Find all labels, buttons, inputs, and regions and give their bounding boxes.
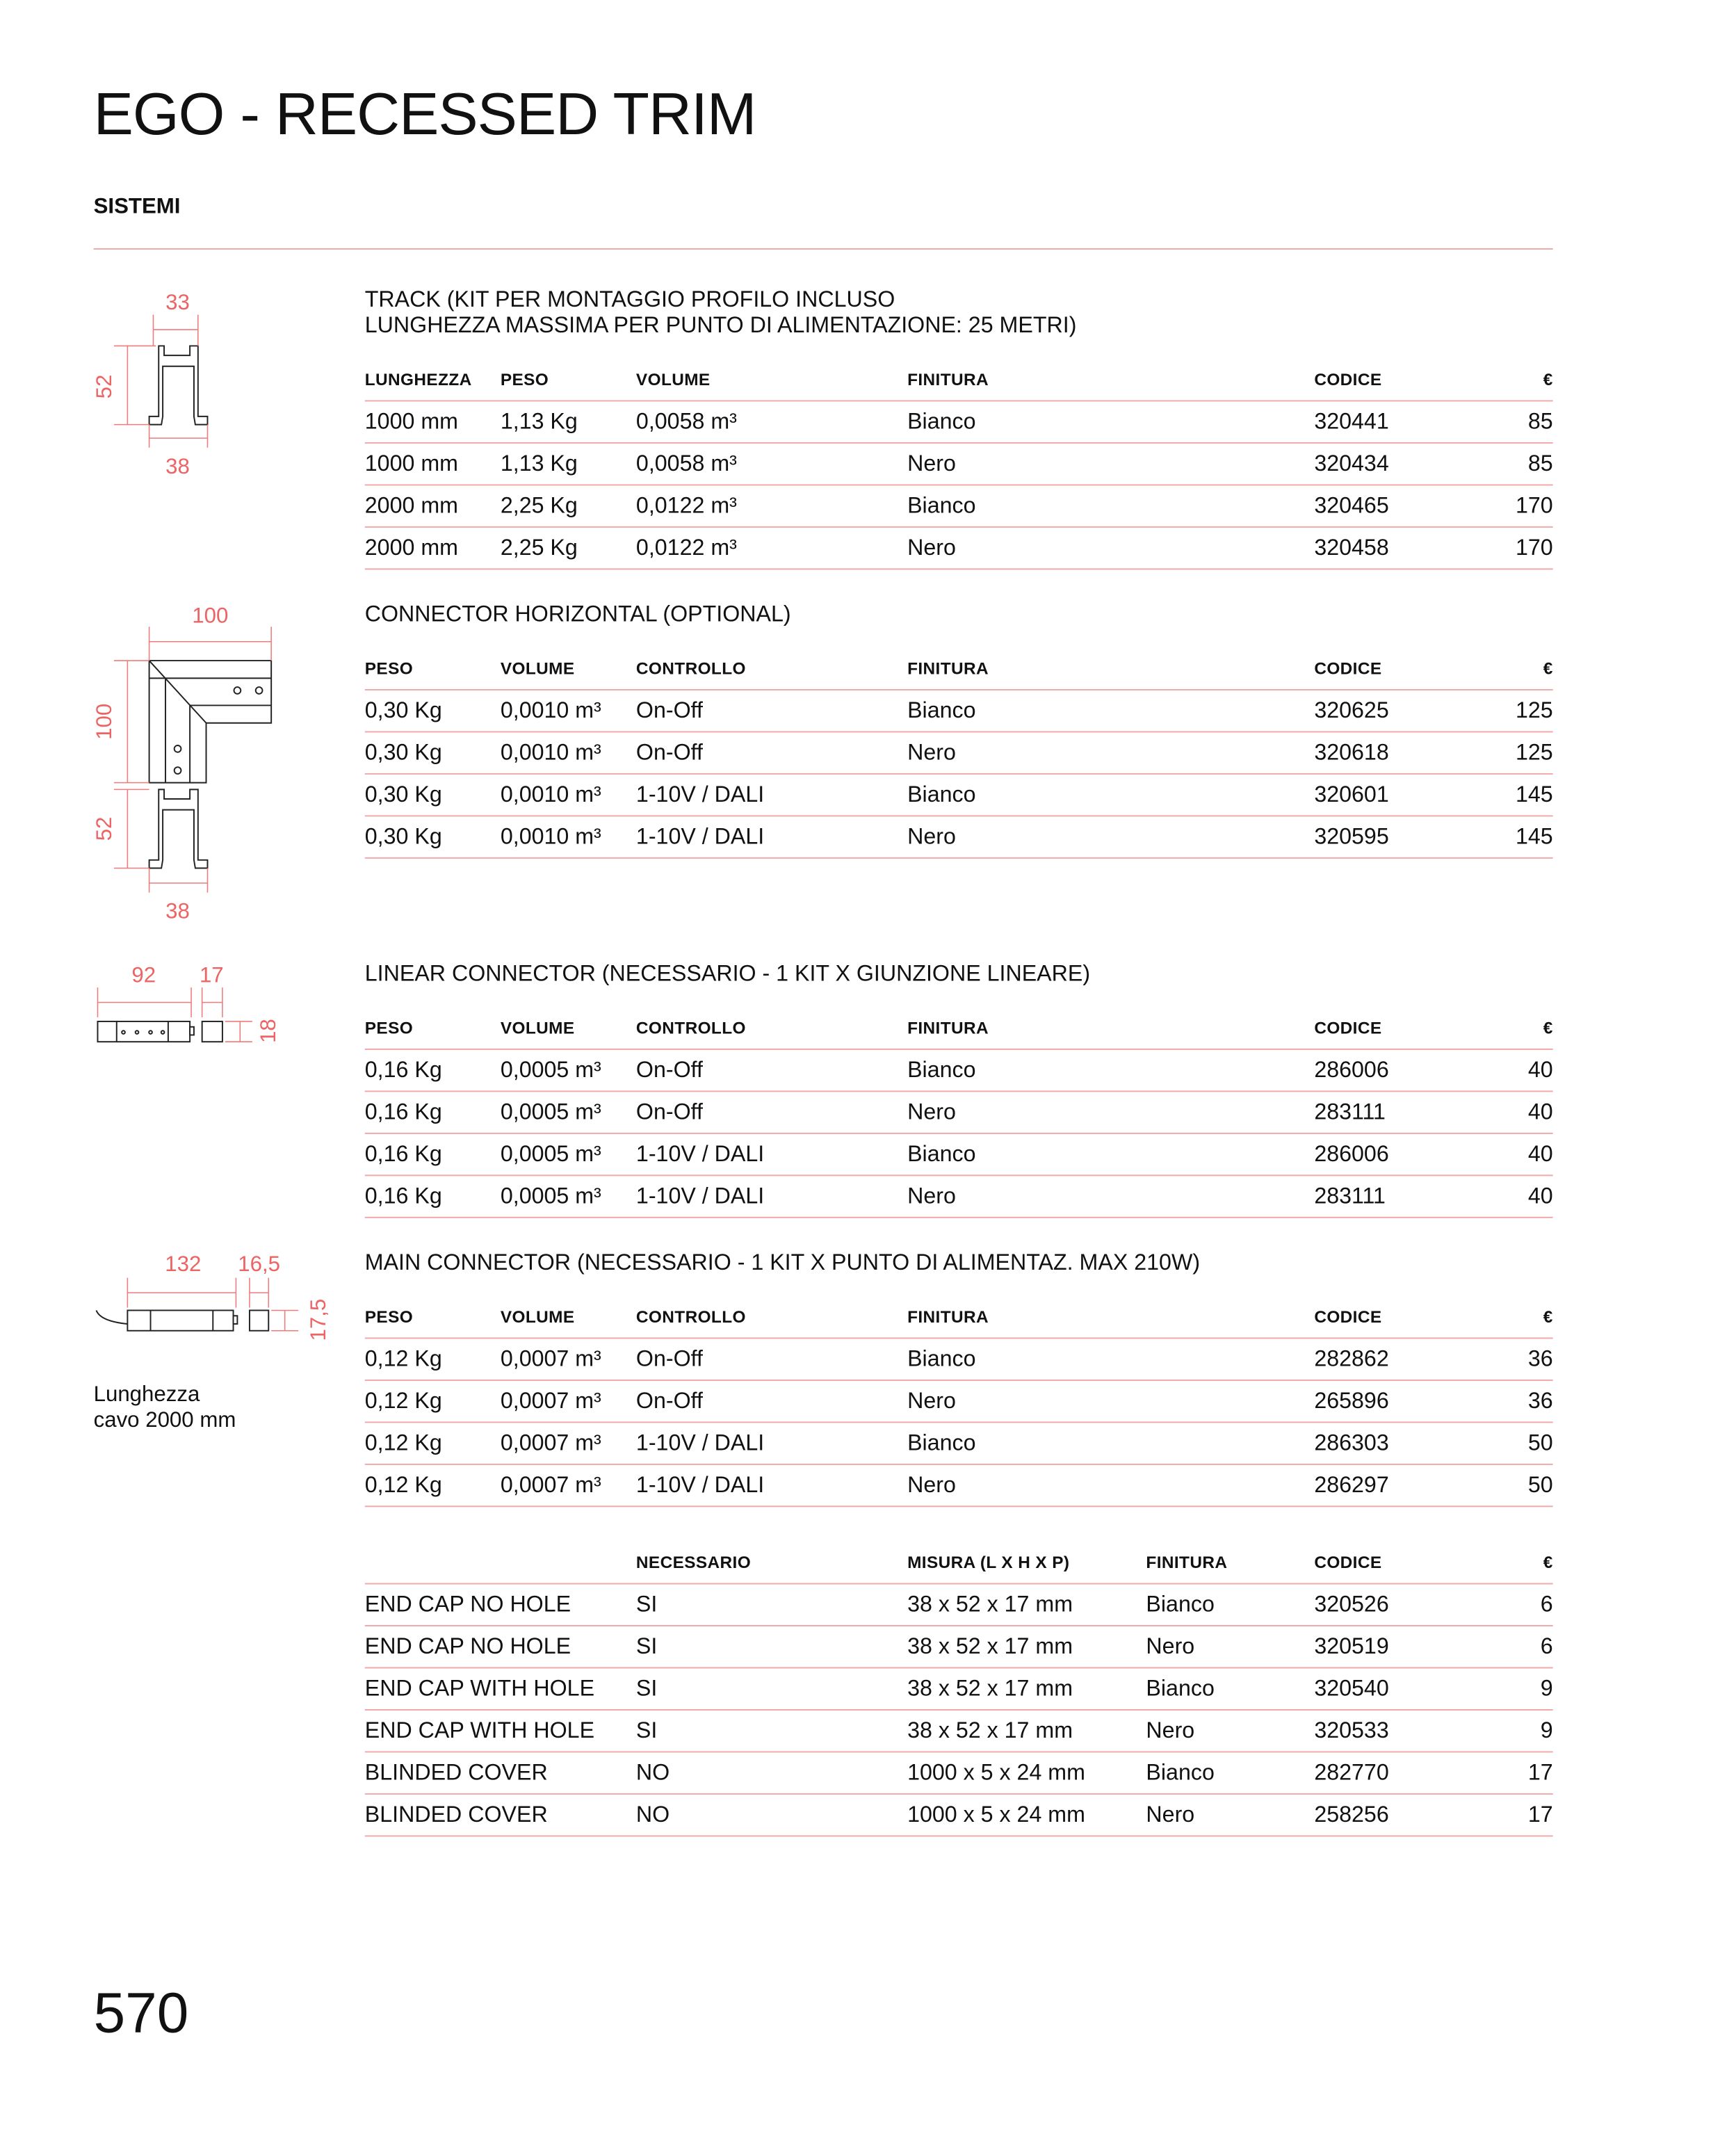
dim-cap-width: 16,5 (238, 1251, 280, 1276)
table-cell: Nero (1146, 1718, 1195, 1743)
linear-connector-table (365, 1019, 1553, 1218)
dim-height: 17,5 (306, 1298, 331, 1341)
table-cell: 2,25 Kg (500, 535, 578, 560)
table-cell: BLINDED COVER (364, 1802, 548, 1827)
table-cell: 0,0010 m³ (500, 741, 601, 766)
table-cell: 1-10V / DALI (635, 1431, 765, 1456)
table-row (365, 401, 1553, 443)
column-header: PESO (500, 370, 549, 389)
table-cell: 1-10V / DALI (635, 1142, 765, 1167)
note-line: Lunghezza (93, 1383, 200, 1407)
table-cell: 0,0122 m³ (635, 494, 737, 519)
table-cell: 85 (1527, 410, 1553, 435)
table-cell: 0,16 Kg (364, 1100, 442, 1125)
table-cell: 0,0010 m³ (500, 698, 601, 723)
table-row (365, 1668, 1553, 1710)
table-cell: 0,0122 m³ (635, 535, 737, 560)
technical-drawings (0, 0, 407, 1492)
dim-length: 92 (131, 962, 156, 987)
table-row (365, 444, 1553, 485)
section-title-line: LUNGHEZZA MASSIMA PER PUNTO DI ALIMENTAZIONE: 25 METRI) (364, 313, 1077, 338)
table-row (365, 1092, 1553, 1133)
table-cell: 170 (1515, 494, 1553, 519)
table-cell: 1-10V / DALI (635, 782, 765, 807)
table-cell: 320618 (1314, 741, 1389, 766)
table-cell: 320533 (1314, 1718, 1389, 1743)
column-header: CONTROLLO (635, 659, 746, 679)
table-cell: Bianco (907, 782, 976, 807)
section-title (365, 1251, 1200, 1277)
table-cell: 320434 (1314, 451, 1389, 476)
column-header: LUNGHEZZA (364, 370, 472, 389)
dim-height: 18 (256, 1019, 281, 1043)
table-cell: END CAP NO HOLE (364, 1592, 571, 1617)
table-cell: 320601 (1314, 782, 1389, 807)
table-row (365, 1423, 1553, 1464)
table-cell: Bianco (907, 1058, 976, 1083)
table-cell: Bianco (1146, 1676, 1215, 1702)
table-cell: 0,0005 m³ (500, 1142, 601, 1167)
table-cell: 6 (1540, 1634, 1553, 1659)
table-cell: SI (635, 1634, 658, 1659)
table-cell: 283111 (1314, 1100, 1386, 1125)
table-cell: 320595 (1314, 825, 1389, 850)
column-header: VOLUME (500, 659, 575, 679)
dim-length: 132 (165, 1251, 202, 1276)
table-cell: 1-10V / DALI (635, 1184, 765, 1209)
table-cell: 9 (1540, 1718, 1553, 1743)
table-cell: END CAP NO HOLE (364, 1634, 571, 1659)
column-header: CODICE (1314, 1019, 1382, 1038)
table-row (365, 816, 1553, 858)
table-cell: 282770 (1314, 1761, 1389, 1786)
table-cell: 320441 (1314, 410, 1389, 435)
cable-length-note (94, 1382, 236, 1434)
table-cell: On-Off (635, 1347, 703, 1372)
table-cell: 265896 (1314, 1389, 1389, 1414)
table-cell: 0,0005 m³ (500, 1184, 601, 1209)
section-title-line: TRACK (KIT PER MONTAGGIO PROFILO INCLUSO (364, 287, 895, 312)
column-header: CODICE (1314, 1553, 1382, 1572)
track-profile-drawing (92, 290, 208, 478)
column-header: FINITURA (907, 1019, 989, 1038)
table-cell: 1000 mm (364, 451, 458, 476)
table-cell: 125 (1515, 698, 1553, 723)
table-cell: 0,0007 m³ (500, 1347, 601, 1372)
section-title-line: MAIN CONNECTOR (NECESSARIO - 1 KIT X PUNTO DI ALIMENTAZ. MAX 210W) (364, 1250, 1201, 1275)
main-connector-drawing (97, 1252, 331, 1341)
column-header: € (1543, 1307, 1553, 1327)
table-row (365, 1752, 1553, 1794)
table-cell: 258256 (1314, 1802, 1389, 1827)
dim-width-bottom: 38 (165, 453, 190, 478)
section-title (365, 602, 791, 628)
table-cell: 0,30 Kg (364, 698, 442, 723)
table-cell: 1,13 Kg (500, 410, 578, 435)
table-row (365, 528, 1553, 569)
table-cell: END CAP WITH HOLE (364, 1718, 595, 1743)
table-cell: Bianco (907, 698, 976, 723)
section-title (365, 962, 1090, 987)
table-cell: On-Off (635, 698, 703, 723)
table-cell: 6 (1540, 1592, 1553, 1617)
table-header (365, 1308, 1553, 1339)
table-cell: 286303 (1314, 1431, 1389, 1456)
table-cell: 320540 (1314, 1676, 1389, 1702)
table-cell: 36 (1527, 1347, 1553, 1372)
page-number: 570 (93, 1980, 189, 2044)
table-cell: 38 x 52 x 17 mm (907, 1676, 1073, 1702)
section-title-line: LINEAR CONNECTOR (NECESSARIO - 1 KIT X GIUNZIONE LINEARE) (364, 962, 1091, 987)
table-cell: 17 (1527, 1802, 1553, 1827)
table-cell: SI (635, 1676, 658, 1702)
main-connector-table (365, 1308, 1553, 1508)
column-header: PESO (364, 1307, 414, 1327)
table-cell: 1000 mm (364, 410, 458, 435)
column-header: CODICE (1314, 370, 1382, 389)
table-cell: 50 (1527, 1431, 1553, 1456)
table-row (365, 1134, 1553, 1176)
table-cell: 0,0010 m³ (500, 825, 601, 850)
table-cell: Bianco (907, 1431, 976, 1456)
table-cell: SI (635, 1592, 658, 1617)
table-cell: Bianco (907, 410, 976, 435)
table-cell: 145 (1515, 782, 1553, 807)
column-header: € (1543, 1553, 1553, 1572)
column-header: CONTROLLO (635, 1019, 746, 1038)
table-cell: 0,16 Kg (364, 1142, 442, 1167)
table-cell: 1000 x 5 x 24 mm (907, 1761, 1085, 1786)
table-cell: Nero (907, 1389, 956, 1414)
table-row (365, 690, 1553, 732)
table-cell: 320526 (1314, 1592, 1389, 1617)
track-table (365, 371, 1553, 570)
dim-width-top: 33 (165, 289, 190, 314)
table-cell: 1-10V / DALI (635, 825, 765, 850)
table-cell: END CAP WITH HOLE (364, 1676, 595, 1702)
table-row (365, 1465, 1553, 1507)
table-row (365, 1050, 1553, 1092)
table-cell: 0,0010 m³ (500, 782, 601, 807)
table-cell: Nero (907, 535, 956, 560)
connector-horizontal-table (365, 659, 1553, 859)
table-cell: Nero (907, 1184, 956, 1209)
note-line: cavo 2000 mm (93, 1409, 236, 1433)
column-header: CONTROLLO (635, 1307, 746, 1327)
corner-connector-drawing (92, 603, 271, 923)
dim-cap-width: 17 (199, 962, 224, 987)
table-cell: Bianco (907, 1347, 976, 1372)
column-header: FINITURA (907, 1307, 989, 1327)
table-cell: 0,0005 m³ (500, 1100, 601, 1125)
table-cell: 0,12 Kg (364, 1389, 442, 1414)
table-cell: Bianco (907, 1142, 976, 1167)
table-cell: 0,0058 m³ (635, 410, 737, 435)
dim-height: 100 (91, 703, 116, 740)
column-header: VOLUME (500, 1307, 575, 1327)
table-cell: 282862 (1314, 1347, 1389, 1372)
table-row (365, 1626, 1553, 1668)
table-cell: Nero (907, 1100, 956, 1125)
table-cell: 40 (1527, 1184, 1553, 1209)
table-cell: 40 (1527, 1058, 1553, 1083)
table-cell: 0,0007 m³ (500, 1473, 601, 1498)
table-cell: 0,0007 m³ (500, 1389, 601, 1414)
section-label: SISTEMI (93, 195, 181, 219)
column-header: FINITURA (907, 659, 989, 679)
table-cell: 0,0007 m³ (500, 1431, 601, 1456)
table-cell: 40 (1527, 1100, 1553, 1125)
table-row (365, 1795, 1553, 1836)
table-cell: 283111 (1314, 1184, 1386, 1209)
column-header: PESO (364, 1019, 414, 1038)
table-header (365, 659, 1553, 690)
table-cell: 36 (1527, 1389, 1553, 1414)
table-cell: 2000 mm (364, 494, 458, 519)
table-header (365, 1019, 1553, 1050)
table-cell: 0,16 Kg (364, 1058, 442, 1083)
table-cell: 0,12 Kg (364, 1431, 442, 1456)
table-cell: Bianco (1146, 1761, 1215, 1786)
dim-height: 52 (91, 374, 116, 399)
table-row (365, 485, 1553, 527)
table-cell: 286297 (1314, 1473, 1389, 1498)
column-header: MISURA (L X H X P) (907, 1553, 1070, 1572)
table-cell: 85 (1527, 451, 1553, 476)
table-cell: 0,16 Kg (364, 1184, 442, 1209)
table-row (365, 1176, 1553, 1218)
column-header: FINITURA (1146, 1553, 1228, 1572)
table-cell: 0,30 Kg (364, 741, 442, 766)
table-cell: Nero (1146, 1634, 1195, 1659)
table-cell: 0,12 Kg (364, 1347, 442, 1372)
accessories-table (365, 1553, 1553, 1837)
table-cell: 0,0005 m³ (500, 1058, 601, 1083)
table-row (365, 1381, 1553, 1423)
table-cell: On-Off (635, 1389, 703, 1414)
section-title-line: CONNECTOR HORIZONTAL (OPTIONAL) (364, 602, 791, 627)
table-cell: NO (635, 1761, 670, 1786)
table-cell: 50 (1527, 1473, 1553, 1498)
table-cell: 0,0058 m³ (635, 451, 737, 476)
table-cell: 1000 x 5 x 24 mm (907, 1802, 1085, 1827)
table-cell: BLINDED COVER (364, 1761, 548, 1786)
table-cell: 170 (1515, 535, 1553, 560)
table-cell: Nero (907, 825, 956, 850)
table-cell: 9 (1540, 1676, 1553, 1702)
table-cell: 286006 (1314, 1142, 1389, 1167)
table-cell: 320465 (1314, 494, 1389, 519)
column-header: PESO (364, 659, 414, 679)
table-cell: On-Off (635, 741, 703, 766)
table-cell: 320458 (1314, 535, 1389, 560)
table-cell: On-Off (635, 1058, 703, 1083)
column-header: € (1543, 659, 1553, 679)
dim-profile-width: 38 (165, 898, 190, 923)
table-cell: Nero (907, 451, 956, 476)
column-header: VOLUME (500, 1019, 575, 1038)
table-header (365, 371, 1553, 402)
column-header: FINITURA (907, 370, 989, 389)
table-cell: Nero (907, 741, 956, 766)
table-cell: SI (635, 1718, 658, 1743)
column-header: CODICE (1314, 1307, 1382, 1327)
table-header (365, 1553, 1553, 1585)
table-cell: 38 x 52 x 17 mm (907, 1592, 1073, 1617)
table-cell: 320625 (1314, 698, 1389, 723)
table-cell: 38 x 52 x 17 mm (907, 1634, 1073, 1659)
table-cell: Bianco (907, 494, 976, 519)
table-cell: 1-10V / DALI (635, 1473, 765, 1498)
table-cell: 125 (1515, 741, 1553, 766)
column-header: NECESSARIO (635, 1553, 752, 1572)
table-cell: 38 x 52 x 17 mm (907, 1718, 1073, 1743)
column-header: CODICE (1314, 659, 1382, 679)
table-cell: 0,30 Kg (364, 782, 442, 807)
table-row (365, 1339, 1553, 1380)
table-cell: 0,12 Kg (364, 1473, 442, 1498)
table-cell: 17 (1527, 1761, 1553, 1786)
column-header: € (1543, 1019, 1553, 1038)
table-cell: Nero (907, 1473, 956, 1498)
table-row (365, 1711, 1553, 1752)
table-cell: Bianco (1146, 1592, 1215, 1617)
table-cell: On-Off (635, 1100, 703, 1125)
table-cell: 40 (1527, 1142, 1553, 1167)
column-header: VOLUME (635, 370, 711, 389)
table-row (365, 775, 1553, 816)
table-cell: 145 (1515, 825, 1553, 850)
table-row (365, 732, 1553, 774)
table-cell: 2,25 Kg (500, 494, 578, 519)
table-cell: 0,30 Kg (364, 825, 442, 850)
dim-width: 100 (192, 603, 229, 628)
table-cell: 1,13 Kg (500, 451, 578, 476)
table-cell: 320519 (1314, 1634, 1389, 1659)
table-cell: Nero (1146, 1802, 1195, 1827)
table-cell: NO (635, 1802, 670, 1827)
table-cell: 286006 (1314, 1058, 1389, 1083)
page-title: EGO - RECESSED TRIM (93, 81, 756, 148)
linear-connector-drawing (97, 962, 280, 1043)
section-title (365, 288, 1077, 339)
column-header: € (1543, 370, 1553, 389)
table-cell: 2000 mm (364, 535, 458, 560)
dim-profile-height: 52 (91, 816, 116, 841)
table-row (365, 1585, 1553, 1626)
